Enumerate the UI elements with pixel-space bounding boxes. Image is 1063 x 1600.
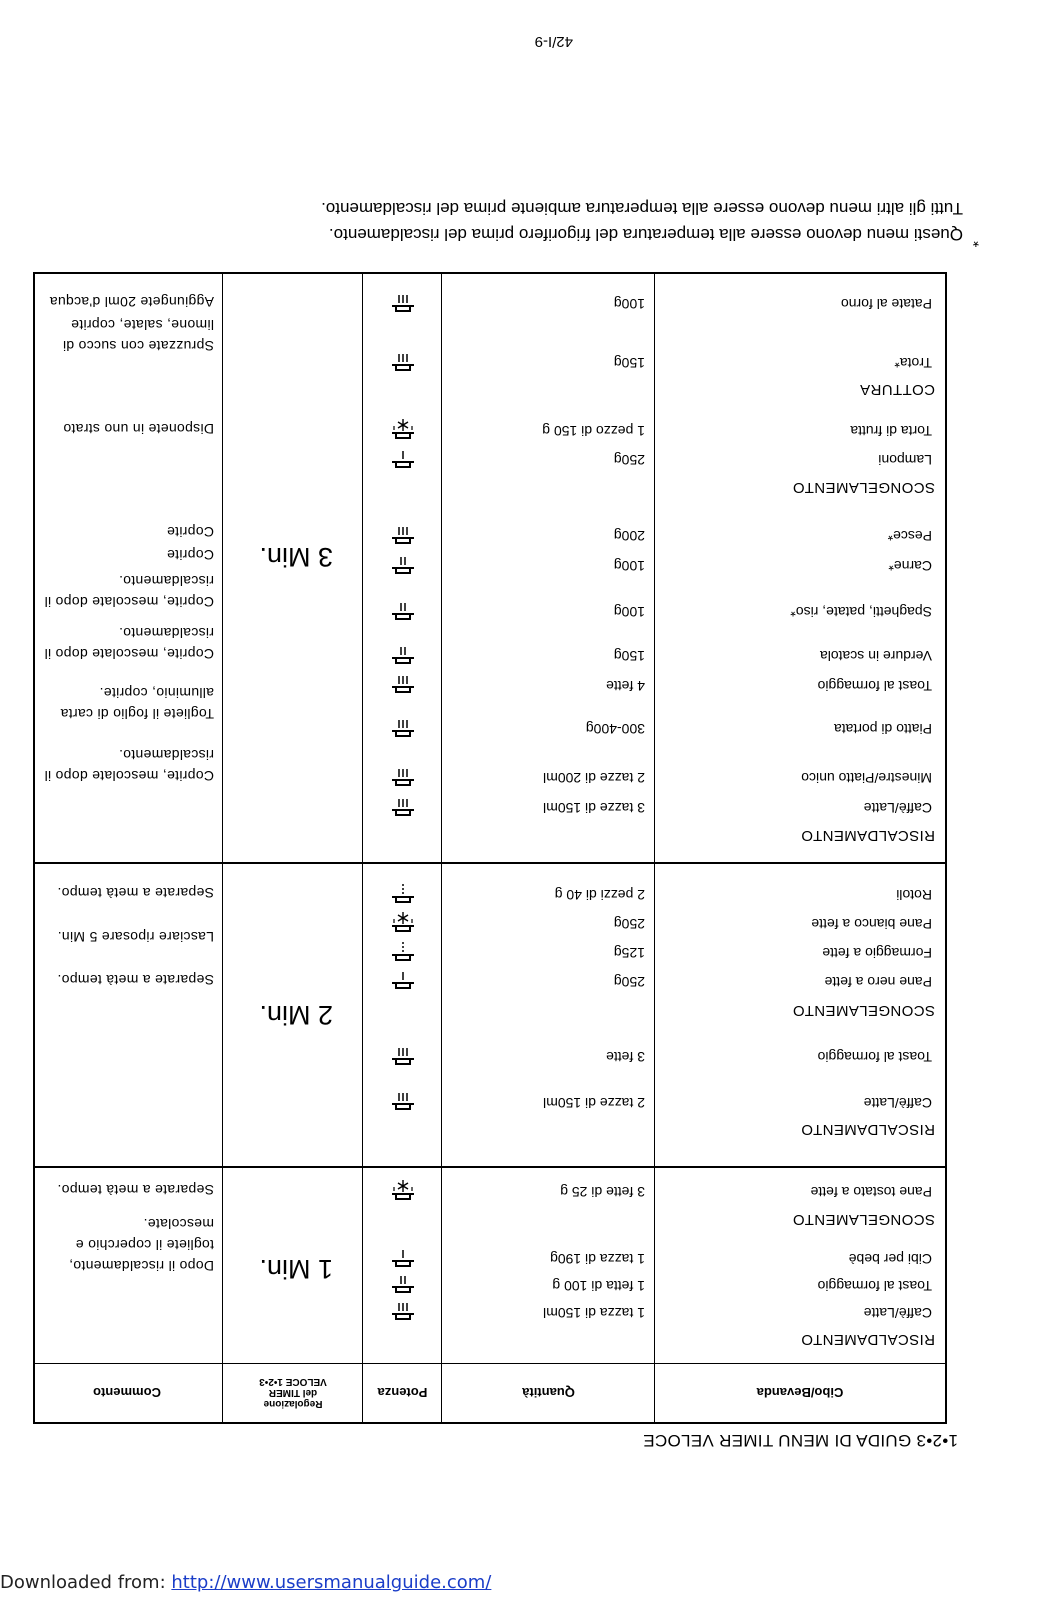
comment-text: Lasciare riposare 5 Min.: [57, 929, 214, 945]
page-number: 42/I-9: [534, 33, 573, 50]
food-item: Caffè/Latte: [863, 1095, 932, 1111]
power-high-icon: [388, 520, 418, 546]
quantity-value: 1 fetta di 100 g: [552, 1278, 645, 1294]
quantity-value: 2 tazze di 200ml: [543, 770, 645, 786]
comment-text: Spruzzate con succo di limone, salate, coprite: [62, 317, 214, 354]
comment-text: Separate a metà tempo.: [57, 1182, 214, 1198]
quantity-value: 2 tazze di 150ml: [543, 1095, 645, 1111]
food-item: Pane bianco a fette: [811, 916, 932, 932]
food-item: Pane tostato a fette: [810, 1184, 932, 1200]
comment-text: Togliete il foglio di carta alluminio, coprite.: [60, 685, 214, 722]
quantity-value: 100g: [613, 558, 645, 574]
food-item: Piatto di portata: [833, 721, 932, 737]
column-divider: [441, 274, 442, 1422]
power-low-icon: [388, 965, 418, 991]
footer-prefix: Downloaded from:: [0, 1572, 172, 1593]
food-item: Toast al formaggio: [817, 1049, 932, 1065]
power-min-icon: [388, 937, 418, 963]
header-quantita: Quantità: [522, 1385, 575, 1401]
quantity-value: 300-400g: [585, 721, 645, 737]
food-item: Caffè/Latte: [863, 1305, 932, 1321]
quantity-value: 100g: [613, 604, 645, 620]
quantity-value: 1 tazza di 150ml: [543, 1305, 645, 1321]
quantity-value: 200g: [613, 528, 645, 544]
comment-text: Separate a metà tempo.: [57, 885, 214, 901]
column-divider: [654, 274, 655, 1422]
food-item: Carne*: [888, 558, 932, 574]
food-item: Rotoli: [896, 887, 932, 903]
food-item: Toast al formaggio: [817, 1278, 932, 1294]
power-high-icon: [388, 347, 418, 373]
power-medium-icon: [388, 596, 418, 622]
defrost-icon: [388, 908, 418, 934]
power-high-icon: [388, 1086, 418, 1112]
power-high-icon: [388, 288, 418, 314]
section-heading: RISCALDAMENTO: [800, 1121, 935, 1138]
header-regolazione-line: Regolazione: [263, 1398, 323, 1410]
food-item: Caffè/Latte: [863, 800, 932, 816]
food-item: Patate al forno: [840, 296, 932, 312]
section-heading: SCONGELAMENTO: [792, 1002, 935, 1019]
header-cibo: Cibo/Bevanda: [756, 1385, 844, 1401]
comment-text: Coprite: [166, 524, 214, 540]
section-heading: RISCALDAMENTO: [800, 1331, 935, 1348]
quantity-value: 3 fette di 25 g: [560, 1184, 645, 1200]
comment-text: Disponete in uno strato: [63, 421, 214, 437]
power-high-icon: [388, 669, 418, 695]
quantity-value: 250g: [613, 974, 645, 990]
quantity-value: 250g: [613, 452, 645, 468]
comment-text: Dopo il riscaldamento, togliete il coperchio e mescolate.: [68, 1216, 214, 1274]
quantity-value: 1 pezzo di 150 g: [542, 423, 645, 439]
food-item: Spaghetti, patate, riso*: [790, 604, 932, 620]
timer-time-label: 1 Min.: [259, 1254, 333, 1284]
footnote-star: *: [972, 232, 979, 249]
power-low-icon: [388, 1243, 418, 1269]
food-item: Formaggio a fette: [822, 945, 932, 961]
food-item: Lamponi: [878, 452, 932, 468]
comment-text: Coprite: [166, 547, 214, 563]
quantity-value: 100g: [613, 296, 645, 312]
menu-table: [33, 272, 947, 1424]
comment-text: Coprite, mescolate dopo il riscaldamento.: [44, 625, 214, 662]
power-medium-icon: [388, 640, 418, 666]
footnote-line: Tutti gli altri menu devono essere alla temperatura ambiente prima del riscaldamento.: [321, 199, 963, 218]
food-item: Trota*: [894, 355, 932, 371]
food-item: Minestre/Piatto unico: [801, 770, 932, 786]
guide-title: 1•2•3 GUIDA DI MENU TIMER VELOCE: [643, 1431, 958, 1450]
section-heading: COTTURA: [859, 381, 935, 398]
quantity-value: 2 pezzi di 40 g: [554, 887, 645, 903]
power-medium-icon: [388, 550, 418, 576]
header-potenza: Potenza: [377, 1385, 428, 1401]
defrost-icon: [388, 1176, 418, 1202]
group-divider: [35, 1166, 945, 1168]
header-regolazione: [223, 1364, 363, 1422]
defrost-icon: [388, 415, 418, 441]
comment-text: Coprite, mescolate dopo il riscaldamento.: [44, 573, 214, 610]
footer-link[interactable]: http://www.usersmanualguide.com/: [171, 1572, 492, 1593]
food-item: Pesce*: [887, 528, 932, 544]
timer-time-label: 3 Min.: [259, 542, 333, 572]
quantity-value: 3 tazze di 150ml: [543, 800, 645, 816]
footnote: [321, 195, 979, 249]
food-item: Cibi per bebè: [848, 1251, 932, 1267]
header-commento: Commento: [93, 1385, 161, 1401]
quantity-value: 3 fette: [606, 1049, 645, 1065]
power-high-icon: [388, 792, 418, 818]
header-regolazione-line: VELOCE 1•2•3: [259, 1376, 327, 1388]
quantity-value: 125g: [613, 945, 645, 961]
quantity-value: 150g: [613, 648, 645, 664]
footnote-line: Questi menu devono essere alla temperatura del frigorifero prima del riscaldamento.: [328, 225, 963, 244]
column-divider: [222, 274, 223, 1422]
quantity-value: 4 fette: [606, 678, 645, 694]
comment-text: Coprite, mescolate dopo il riscaldamento.: [44, 747, 214, 784]
comment-text: Aggiungete 20ml d'acqua: [49, 294, 214, 310]
power-min-icon: [388, 879, 418, 905]
download-footer: [0, 1572, 491, 1593]
food-item: Pane nero a fette: [824, 974, 932, 990]
food-item: Toast al formaggio: [817, 678, 932, 694]
header-regolazione-line: del TIMER: [268, 1387, 318, 1399]
power-medium-icon: [388, 1269, 418, 1295]
power-high-icon: [388, 713, 418, 739]
timer-time-label: 2 Min.: [259, 1000, 333, 1030]
section-heading: RISCALDAMENTO: [800, 827, 935, 844]
power-low-icon: [388, 444, 418, 470]
power-high-icon: [388, 762, 418, 788]
comment-text: Separate a metà tempo.: [57, 972, 214, 988]
section-heading: SCONGELAMENTO: [792, 479, 935, 496]
quantity-value: 150g: [613, 355, 645, 371]
section-heading: SCONGELAMENTO: [792, 1211, 935, 1228]
food-item: Torta di frutta: [850, 423, 932, 439]
power-high-icon: [388, 1041, 418, 1067]
group-divider: [35, 862, 945, 864]
quantity-value: 1 tazza di 190g: [550, 1251, 645, 1267]
column-divider: [362, 274, 363, 1422]
power-high-icon: [388, 1296, 418, 1322]
food-item: Verdure in scatola: [819, 648, 932, 664]
quantity-value: 250g: [613, 916, 645, 932]
